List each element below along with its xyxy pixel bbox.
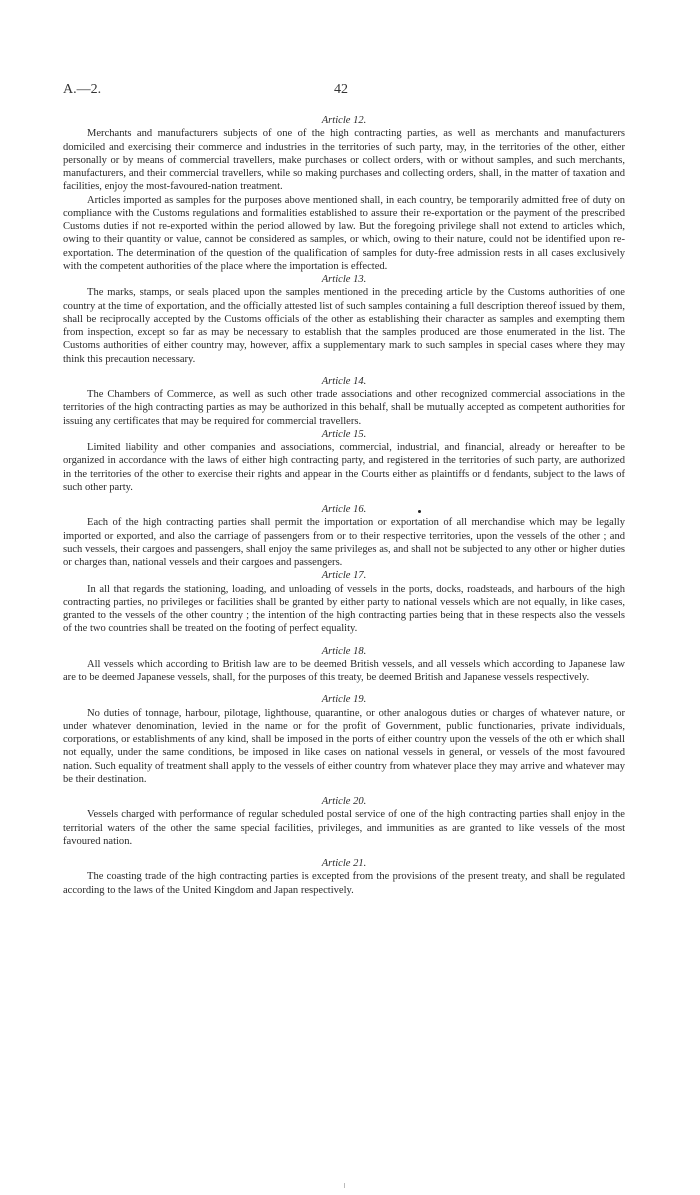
article-20	[63, 795, 625, 848]
article-heading: Article 21.	[321, 858, 367, 869]
document-body	[63, 114, 625, 897]
article-19	[63, 693, 625, 786]
article-heading: Article 15.	[321, 428, 367, 440]
article-paragraph: No duties of tonnage, harbour, pilotage, lighthouse, quarantine, or other analogous duties or charges of whatever nature, or under whatever denomination, levied in the name or for the profit of Government, public functionaries, private individuals, corporations, or establishments of any kind, shall be imposed in the ports of either country upon the vessels of the oth er which shall not equally, under the same conditions, be imposed in like cases on national vessels in general, or vessels of the most favoured nation. Such equality of treatment shall apply to the vessels of either country from whatever place they may arrive and whatever may be their destination.	[63, 707, 625, 785]
page-mark	[344, 1183, 345, 1188]
article-13	[63, 273, 625, 366]
article-paragraph: The marks, stamps, or seals placed upon the samples mentioned in the preceding article by the Customs authorities of one country at the time of exportation, and the officially attested list of such samples containing a full description thereof issued by them, shall be reciprocally accepted by the Customs officials of the other as establishing their character as samples and exempting them from inspection, except so far as may be necessary to establish that the samples produced are those enumerated in the list. The Customs authorities of either country may, however, affix a supplementary mark to such samples in special cases where they may think this precaution necessary.	[63, 287, 625, 365]
ink-speck	[418, 510, 421, 513]
article-paragraph: The coasting trade of the high contracting parties is excepted from the provisions of the present treaty, and shall be regulated according to the laws of the United Kingdom and Japan respectively.	[63, 871, 625, 896]
article-heading: Article 20.	[321, 796, 367, 807]
document-reference: A.—2.	[63, 82, 102, 97]
article-21	[63, 857, 625, 897]
article-paragraph: The Chambers of Commerce, as well as such other trade associations and other recognized commercial associations in the territories of the high contracting parties as may be authorized in this behalf, shall be mutually accepted as competent authorities for issuing any certificates that may be required for commercial travellers.	[63, 389, 625, 427]
article-heading: Article 19.	[321, 694, 367, 706]
article-heading: Article 12.	[321, 115, 367, 126]
article-paragraph: Vessels charged with performance of regular scheduled postal service of one of the high contracting parties shall enjoy in the territorial waters of the other the same special facilities, privileges, and immunities as are granted to like vessels of the most favoured nation.	[63, 809, 625, 847]
article-paragraph: Limited liability and other companies and associations, commercial, industrial, and financial, already or hereafter to be organized in accordance with the laws of either high contracting party, and registered in the territories of such party, are authorized in the territories of the other to exercise their rights and appear in the Courts either as plaintiffs or d fendants, subject to the laws of such other party.	[63, 442, 625, 493]
article-paragraph: Each of the high contracting parties shall permit the importation or exportation of all merchandise which may be legally imported or exported, and also the carriage of passengers from or to their respective territories, upon the vessels of the other ; and such vessels, their cargoes and passengers, shall enjoy the same privileges as, and shall not be subjected to any other or higher duties or charges than, national vessels and their cargoes and passengers.	[63, 517, 625, 568]
article-heading: Article 14.	[321, 375, 367, 387]
article-paragraph: In all that regards the stationing, loading, and unloading of vessels in the ports, docks, roadsteads, and harbours of the high contracting parties, no privileges or facilities shall be granted by either party to national vessels which are not equally, in like cases, granted to the vessels of the other country ; the intention of the high contracting parties being that in these respects also the vessels of the two countries shall be treated on the footing of perfect equality.	[63, 583, 625, 635]
article-14	[63, 375, 625, 428]
article-15	[63, 428, 625, 494]
article-paragraph: All vessels which according to British law are to be deemed British vessels, and all vessels which according to Japanese law are to be deemed Japanese vessels, shall, for the purposes of this treaty, be deemed British and Japanese vessels respectively.	[63, 658, 625, 683]
article-18	[63, 645, 625, 685]
article-17	[63, 569, 625, 635]
article-paragraph: Merchants and manufacturers subjects of one of the high contracting parties, as well as merchants and manufacturers domiciled and exercising their commerce and industries in the territories of such party, may, in the territories of the other, either personally or by means of commercial travellers, make purchases or collect orders, with or without samples, and such merchants, manufacturers, and their commercial travellers, while so making purchases and collecting orders, shall, in the matter of taxation and facilities, enjoy the most-favoured-nation treatment.	[63, 128, 625, 193]
article-paragraph: Articles imported as samples for the purposes above mentioned shall, in each country, be temporarily admitted free of duty on compliance with the Customs regulations and formalities established to assure their re-exportation or the payment of the prescribed Customs duties if not re-exported within the period allowed by law. But the foregoing privilege shall not extend to articles which, owing to their quantity or value, cannot be considered as samples, or which, owing to their nature, could not be identified upon re-exportation. The determination of the question of the qualification of samples for duty-free admission rests in all cases exclusively with the competent authorities of the place where the importation is effected.	[63, 194, 625, 272]
article-16	[63, 503, 625, 569]
page-number: 42	[334, 82, 348, 97]
article-heading: Article 17.	[321, 570, 367, 582]
article-heading: Article 18.	[321, 645, 367, 657]
article-heading: Article 13.	[321, 274, 367, 285]
article-12	[63, 114, 625, 273]
article-heading: Article 16.	[321, 504, 367, 515]
